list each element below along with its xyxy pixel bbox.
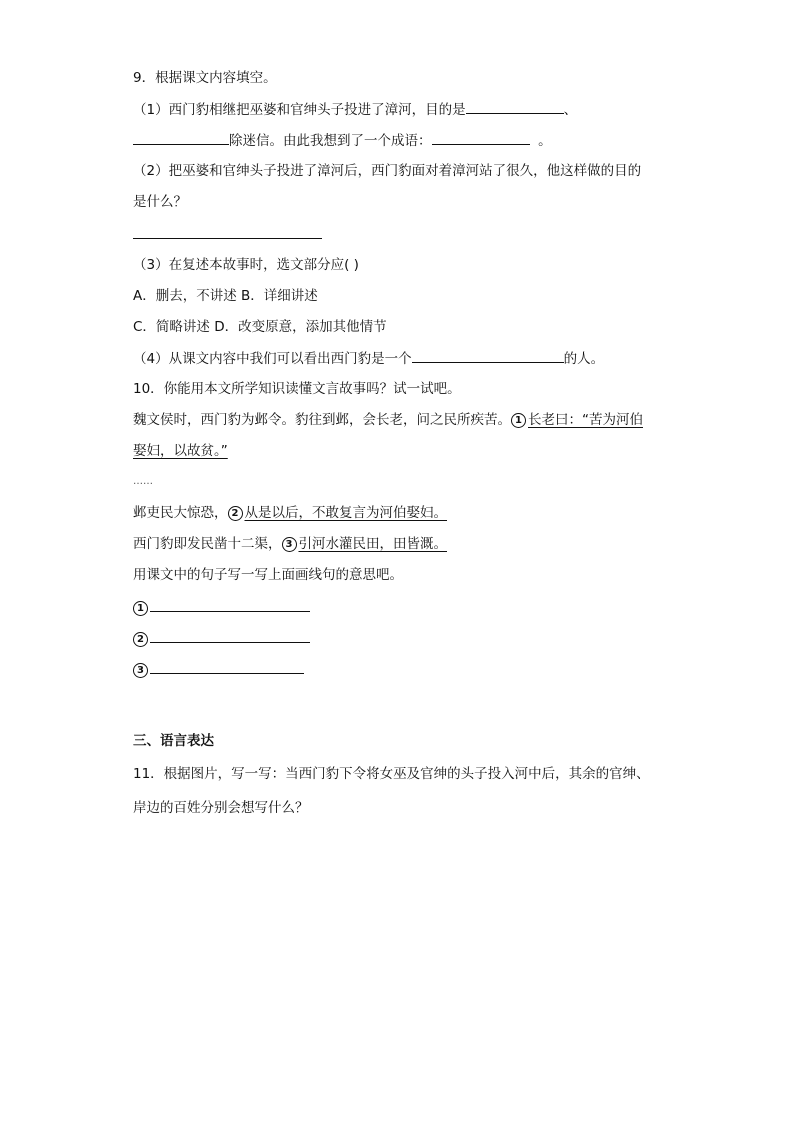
- q9-title: 9．根据课文内容填空。: [133, 70, 277, 86]
- answer-line-2[interactable]: [150, 628, 310, 643]
- q9-part3: （3）在复述本故事时，选文部分应( ): [133, 257, 359, 273]
- q10-instruction: 用课文中的句子写一写上面画线句的意思吧。: [133, 567, 403, 583]
- answer-line-part2[interactable]: [133, 238, 322, 239]
- q10-title: 10．你能用本文所学知识读懂文言故事吗？试一试吧。: [133, 381, 461, 397]
- q9-part2-line2: 是什么？: [133, 194, 187, 210]
- q9-options-cd: C．简略讲述 D．改变原意，添加其他情节: [133, 319, 387, 335]
- q9-part1-line1: （1）西门豹相继把巫婆和官绅头子投进了漳河，目的是 、: [133, 99, 577, 119]
- circled-number-1: 1: [511, 413, 526, 428]
- q9-part1-line2: 除迷信。由此我想到了一个成语： 。: [133, 130, 552, 150]
- q10-passage-line2: 娶妇，以故贫。”: [133, 443, 228, 459]
- q11-line2: 岸边的百姓分别会想写什么？: [133, 800, 309, 816]
- answer-line-1[interactable]: [150, 597, 310, 612]
- answer-blank-2[interactable]: [133, 130, 229, 145]
- answer-blank-1[interactable]: [466, 99, 564, 114]
- circled-number-3: 3: [133, 663, 148, 678]
- q10-passage-line3: 邺吏民大惊恐， 2 从是以后，不敢复言为河伯娶妇。: [133, 505, 447, 521]
- circled-number-2: 2: [133, 632, 148, 647]
- answer-blank-4[interactable]: [412, 348, 564, 363]
- answer-row-2: [133, 628, 310, 648]
- circled-number-2: 2: [228, 506, 243, 521]
- answer-line-3[interactable]: [150, 659, 304, 674]
- answer-row-1: [133, 597, 310, 617]
- circled-number-3: 3: [282, 537, 297, 552]
- q11-line1: 11．根据图片，写一写：当西门豹下令将女巫及官绅的头子投入河中后，其余的官绅、: [133, 766, 650, 782]
- q9-part4: （4）从课文内容中我们可以看出西门豹是一个 的人。: [133, 348, 604, 368]
- q10-passage-line4: 西门豹即发民凿十二渠， 3 引河水灌民田，田皆溉。: [133, 536, 447, 552]
- q9-options-ab: A．删去，不讲述 B．详细讲述: [133, 288, 318, 304]
- answer-row-3: [133, 659, 304, 679]
- q9-part2-line1: （2）把巫婆和官绅头子投进了漳河后，西门豹面对着漳河站了很久，他这样做的目的: [133, 163, 642, 179]
- circled-number-1: 1: [133, 601, 148, 616]
- ellipsis: ……: [133, 476, 153, 487]
- q10-passage-line1: 魏文侯时，西门豹为邺令。豹往到邺，会长老，问之民所疾苦。 1 长老曰：“苦为河伯: [133, 412, 643, 428]
- section-heading-3: 三、语言表达: [133, 733, 214, 749]
- answer-blank-idiom[interactable]: [432, 130, 530, 145]
